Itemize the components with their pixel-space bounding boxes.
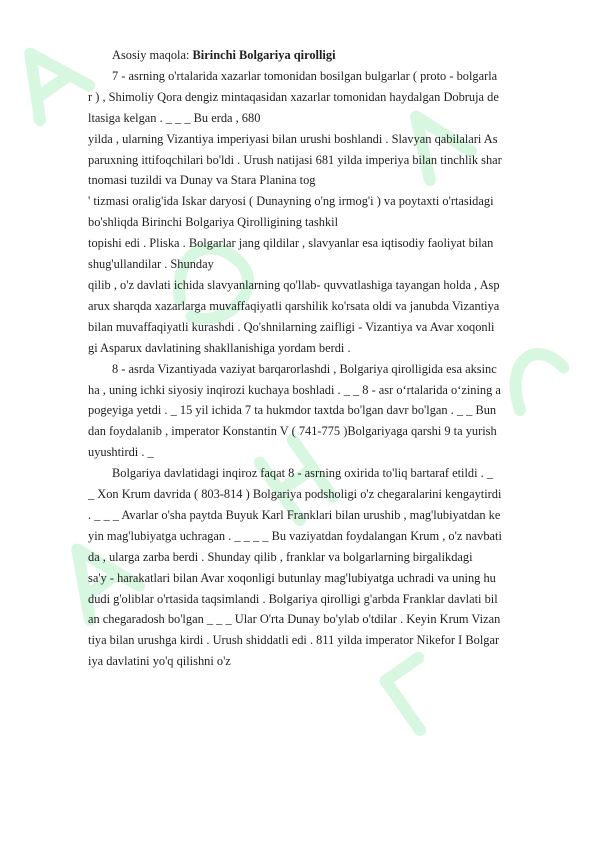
text-line: paruxning ittifoqchilari bo'ldi . Urush natijasi 681 yilda imperiya bilan tinchlik shar	[88, 152, 502, 167]
paragraph-lines	[88, 66, 556, 672]
text-line: ltasiga kelgan . _ _ _ Bu erda , 680	[88, 110, 261, 125]
text-line: yin mag'lubiyatga uchragan . _ _ _ _ Bu vaziyatdan foydalangan Krum , o'z navbati	[88, 528, 502, 543]
text-line: pogeyiga yetdi . _ 15 yil ichida 7 ta hukmdor taxtda bo'lgan davr bo'lgan . _ _ Bun	[88, 403, 497, 418]
text-line: yilda , ularning Vizantiya imperiyasi bilan urushi boshlandi . Slavyan qabilalari As	[88, 131, 498, 146]
main-article-heading	[88, 45, 556, 66]
text-line: . _ _ _ Avarlar o'sha paytda Buyuk Karl Franklari bilan urushib , mag'lubiyatdan ke	[88, 507, 501, 522]
text-line: topishi edi . Pliska . Bolgarlar jang qildilar , slavyanlar esa iqtisodiy faoliyat bilan	[88, 236, 494, 251]
text-line: gi Asparux davlatining shakllanishiga yordam berdi .	[88, 340, 351, 355]
text-line: tiya bilan urushga kirdi . Urush shiddatli edi . 811 yilda imperator Nikefor I Bolgar	[88, 633, 500, 648]
article-body	[88, 45, 556, 672]
text-line: bo'shliqda Birinchi Bolgariya Qirolligining tashkil	[88, 215, 339, 230]
text-line: qilib , o'z davlati ichida slavyanlarning qo'llab- quvvatlashiga tayangan holda , Asp	[88, 277, 500, 292]
heading-label: Asosiy maqola:	[112, 48, 193, 62]
text-line: bilan muvaffaqiyatli kurashdi . Qo'shnilarning zaifligi - Vizantiya va Avar xoqonli	[88, 319, 495, 334]
text-line: dan foydalanib , imperator Konstantin V ( 741-775 )Bolgariyaga qarshi 9 ta yurish	[88, 424, 497, 439]
text-line: uyushtirdi . _	[88, 445, 154, 460]
text-line: ha , uning ichki siyosiy inqirozi kuchaya boshladi . _ _ 8 - asr o‘rtalarida o‘zining a	[88, 382, 501, 397]
text-line: shug'ullandilar . Shunday	[88, 257, 214, 272]
text-line: r ) , Shimoliy Qora dengiz mintaqasidan xazarlar tomonidan haydalgan Dobruja de	[88, 89, 499, 104]
heading-title-link[interactable]: Birinchi Bolgariya qirolligi	[192, 48, 336, 62]
text-line: dudi g'oliblar o'rtasida taqsimlandi . Bolgariya qirolligi g'arbda Franklar davlati bil	[88, 591, 498, 606]
text-line: arux sharqda xazarlarga muvaffaqiyatli qarshilik ko'rsata oldi va janubda Vizantiya	[88, 298, 500, 313]
text-line: ' tizmasi oralig'ida Iskar daryosi ( Dunayning o'ng irmog'i ) va poytaxti o'rtasidagi	[88, 194, 494, 209]
text-line: sa'y - harakatlari bilan Avar xoqonligi butunlay mag'lubiyatga uchradi va uning hu	[88, 570, 496, 585]
text-line: Bolgariya davlatidagi inqiroz faqat 8 - asrning oxirida to'liq bartaraf etildi . _	[112, 466, 494, 481]
text-line: 8 - asrda Vizantiyada vaziyat barqarorlashdi , Bolgariya qirolligida esa aksinc	[112, 361, 497, 376]
text-line: 7 - asrning o'rtalarida xazarlar tomonidan bosilgan bulgarlar ( proto - bolgarla	[112, 68, 498, 83]
text-line: da , ularga zarba berdi . Shunday qilib , franklar va bolgarlarning birgalikdagi	[88, 549, 473, 564]
text-line: an chegaradosh bo'lgan _ _ _ Ular O'rta Dunay bo'ylab o'tdilar . Keyin Krum Vizan	[88, 612, 501, 627]
text-line: iya davlatini yo'q qilishni o'z	[88, 654, 231, 669]
text-line: tnomasi tuzildi va Dunay va Stara Planina tog	[88, 173, 316, 188]
text-line: _ Xon Krum davrida ( 803-814 ) Bolgariya podsholigi o'z chegaralarini kengaytirdi	[88, 487, 502, 502]
